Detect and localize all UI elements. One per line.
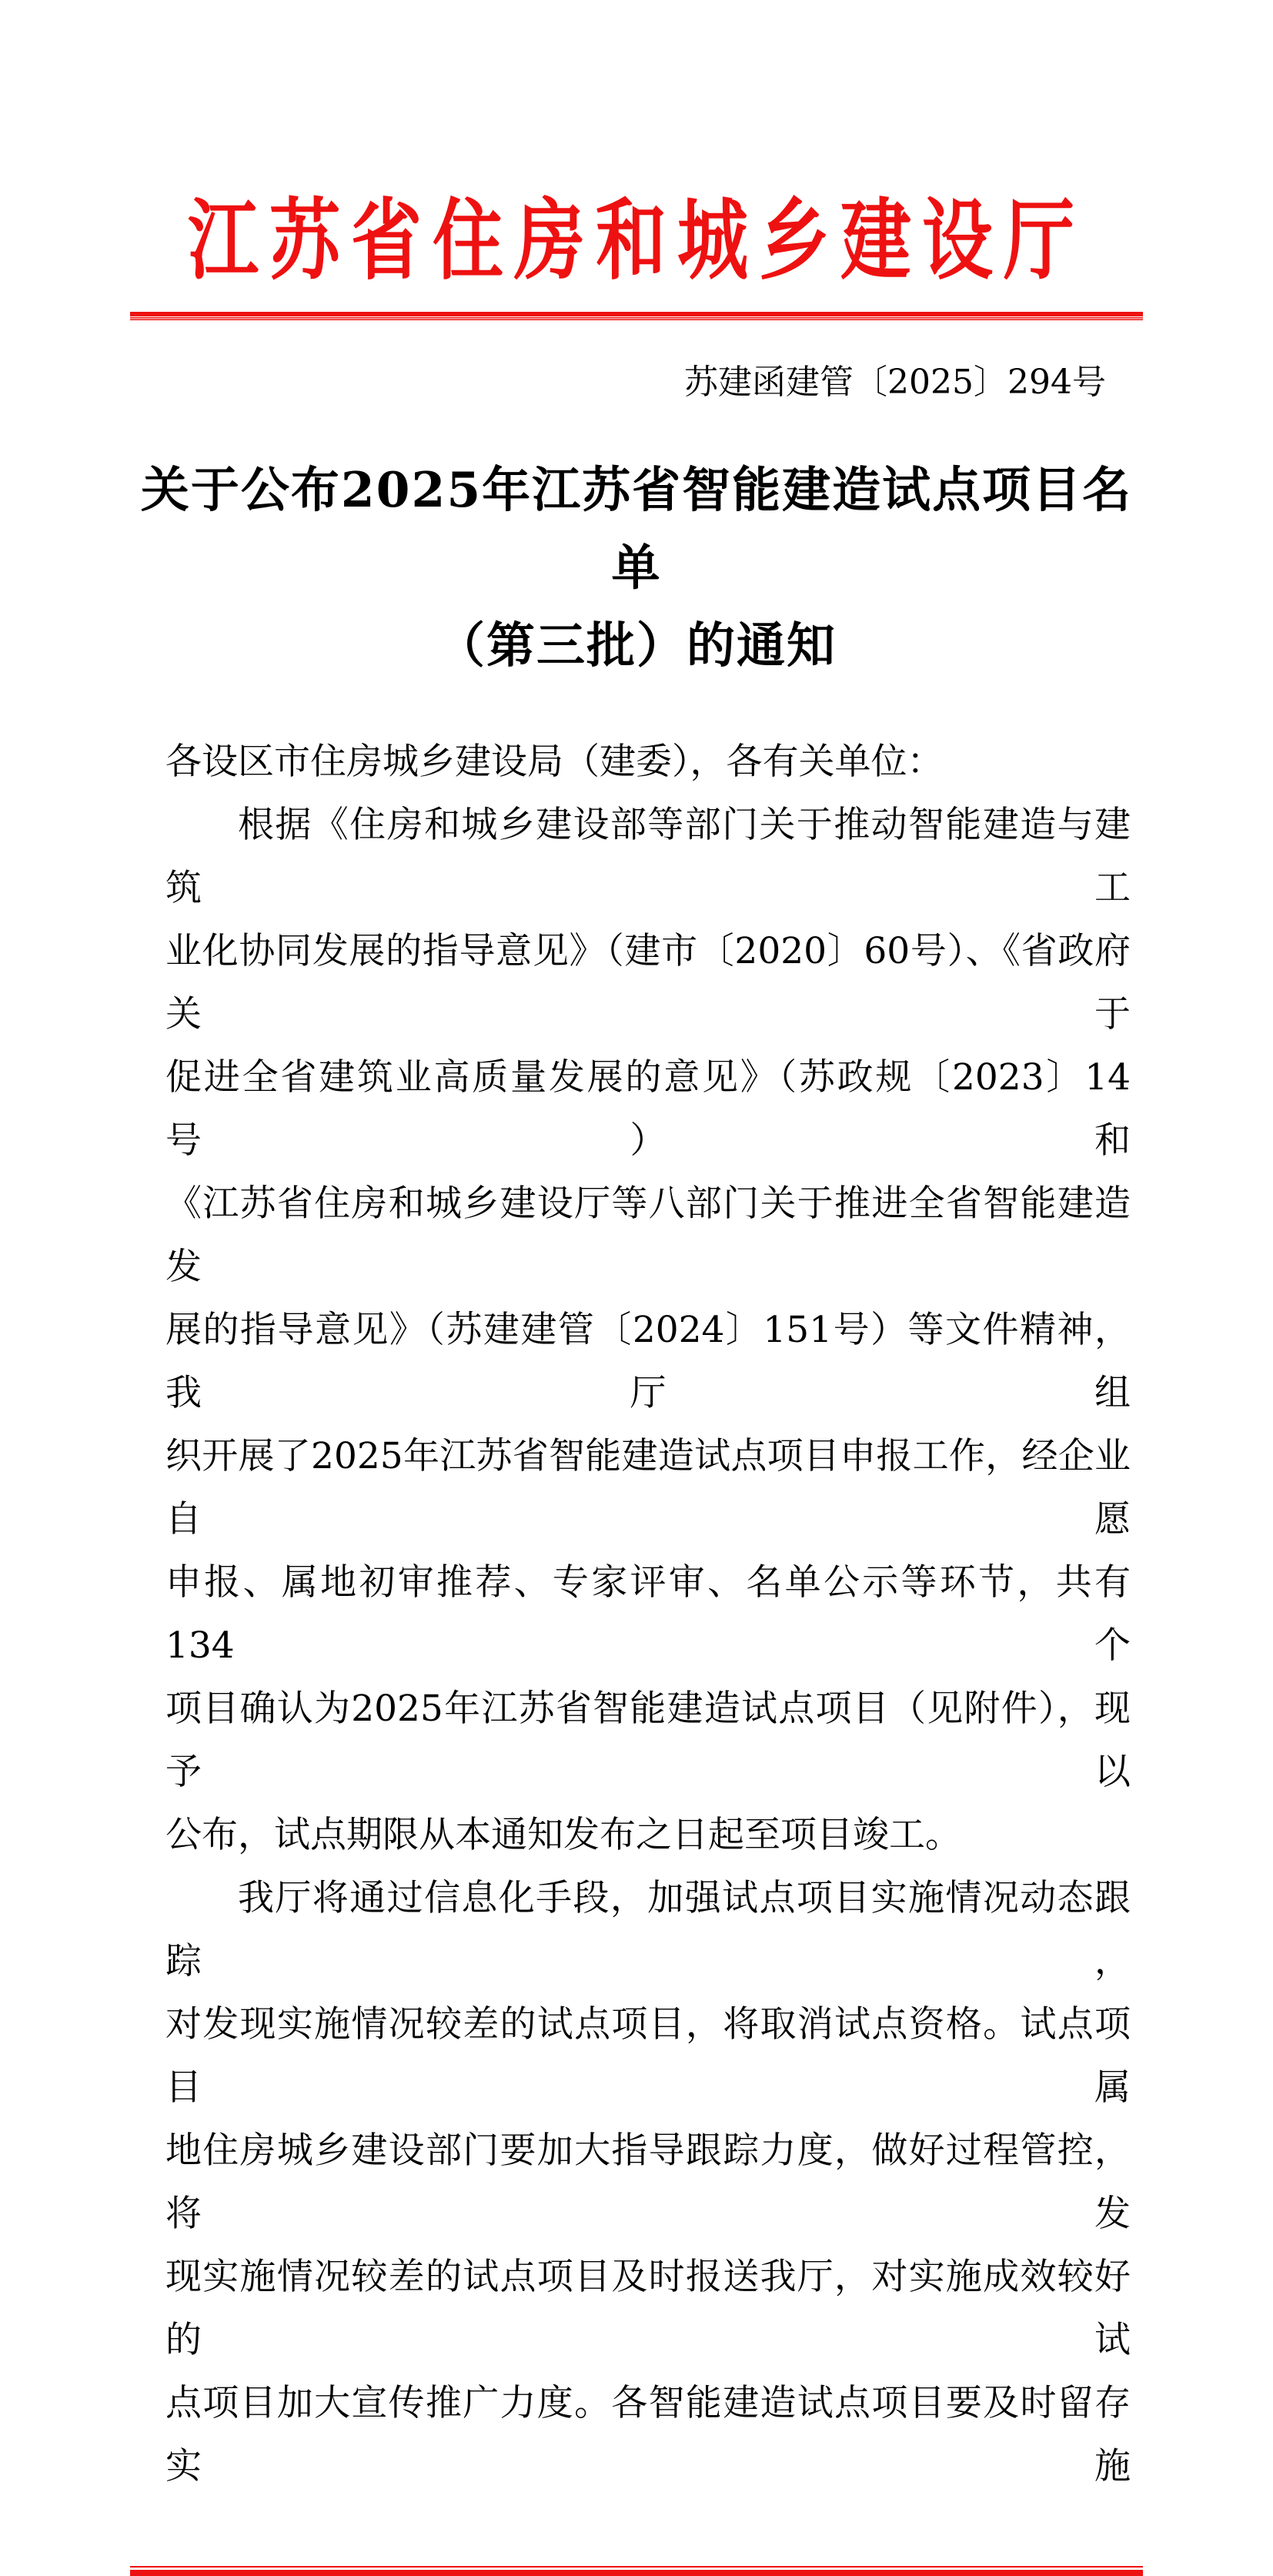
document-body <box>130 731 1143 2498</box>
body-line: 各设区市住房城乡建设局（建委），各有关单位： <box>165 741 944 783</box>
body-line: 申报、属地初审推荐、专家评审、名单公示等环节，共有134个 <box>165 1561 1131 1667</box>
body-line: 根据《住房和城乡建设部等部门关于推动智能建造与建筑工 <box>165 804 1131 909</box>
body-line: 对发现实施情况较差的试点项目，将取消试点资格。试点项目属 <box>165 2003 1131 2109</box>
masthead-title: 江苏省住房和城乡建设厅 <box>187 189 1085 293</box>
body-line: 我厅将通过信息化手段，加强试点项目实施情况动态跟踪， <box>165 1877 1131 1982</box>
body-line: 现实施情况较差的试点项目及时报送我厅，对实施成效较好的试 <box>165 2256 1131 2361</box>
body-line: 织开展了2025年江苏省智能建造试点项目申报工作，经企业自愿 <box>165 1435 1131 1541</box>
body-line: 展的指导意见》（苏建建管〔2024〕151号）等文件精神，我厅组 <box>165 1309 1131 1414</box>
body-line: 业化协同发展的指导意见》（建市〔2020〕60号）、《省政府关于 <box>165 930 1131 1035</box>
notice-title-line1: 关于公布2025年江苏省智能建造试点项目名单 <box>140 461 1133 596</box>
red-separator-top <box>130 312 1143 320</box>
body-line: 项目确认为2025年江苏省智能建造试点项目（见附件），现予以 <box>165 1688 1131 1793</box>
body-line: 地住房城乡建设部门要加大指导跟踪力度，做好过程管控，将发 <box>165 2129 1131 2235</box>
body-line: 《江苏省住房和城乡建设厅等八部门关于推进全省智能建造发 <box>165 1183 1131 1288</box>
document-number: 苏建函建管〔2025〕294号 <box>684 363 1106 402</box>
red-separator-bottom <box>130 2566 1143 2576</box>
notice-title-line2: （第三批）的通知 <box>436 617 837 674</box>
masthead <box>130 0 1143 293</box>
body-line: 点项目加大宣传推广力度。各智能建造试点项目要及时留存实施 <box>165 2382 1131 2487</box>
notice-title <box>130 451 1143 684</box>
body-line: 公布，试点期限从本通知发布之日起至项目竣工。 <box>165 1814 961 1856</box>
body-line: 促进全省建筑业高质量发展的意见》（苏政规〔2023〕14号）和 <box>165 1056 1131 1162</box>
document-content <box>130 0 1143 2576</box>
